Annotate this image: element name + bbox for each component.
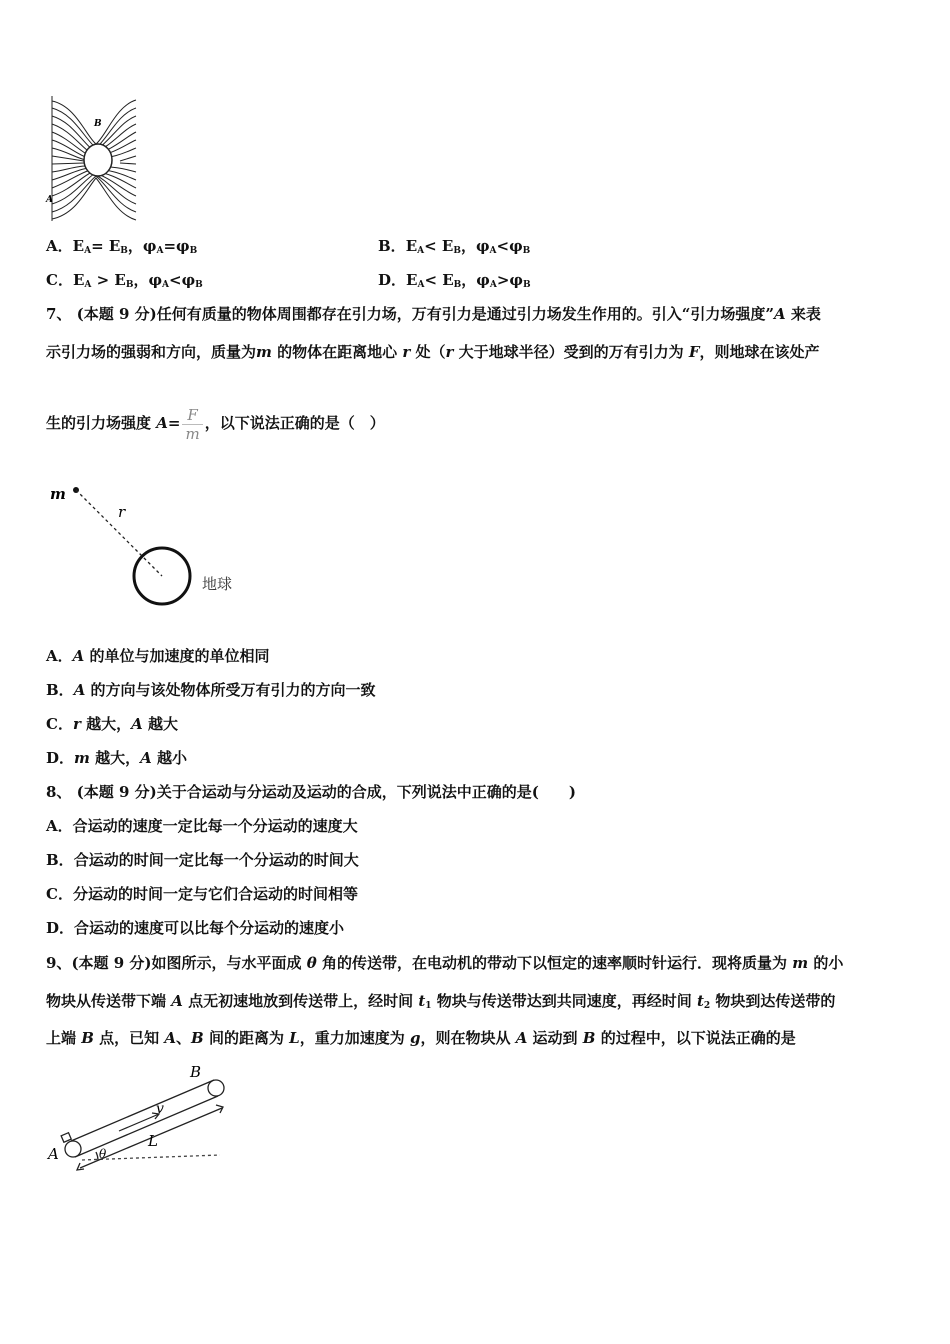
fraction-f-over-m: $\frac{F}{m}$ (182, 406, 202, 443)
q8-option-c: C．分运动的时间一定与它们合运动的时间相等 (46, 885, 358, 903)
label-m: m (50, 485, 66, 503)
q8-option-d: D．合运动的速度可以比每个分运动的速度小 (46, 919, 345, 937)
q6-option-c: C．$E_A > E_B$，$\varphi_A<\varphi_B$ (46, 271, 203, 290)
q9-stem-line-2: 物块从传送带下端 A 点无初速地放到传送带上，经时间 $t_1$ 物块与传送带达到共同速度，再经时间 $t_2$ 物块到达传送带的 (46, 992, 836, 1011)
label-v: v (156, 1101, 164, 1117)
q9-stem-line-3: 上端 B 点，已知 A、B 间的距离为 L，重力加速度为 g，则在物块从 A 运动到 B 的过程中，以下说法正确的是 (46, 1029, 796, 1047)
q7-option-b: B．A 的方向与该处物体所受万有引力的方向一致 (46, 681, 376, 699)
q7-option-d: D．m 越大，A 越小 (46, 749, 187, 767)
gravity-figure (46, 480, 246, 610)
q9-stem-line-1: 9、(本题 9 分)如图所示，与水平面成 θ 角的传送带，在电动机的带动下以恒定的速率顺时针运行．现将质量为 m 的小 (46, 954, 844, 972)
q7-stem-line-3: 生的引力场强度 A= $\frac{F}{m}$ ，以下说法正确的是（ ） (46, 405, 385, 443)
label-a: A (48, 1145, 59, 1163)
conveyor-figure (44, 1062, 224, 1177)
q7-option-a: A．A 的单位与加速度的单位相同 (46, 647, 270, 665)
label-l: L (148, 1132, 158, 1150)
q6-option-b: B．$E_A< E_B$，$\varphi_A<\varphi_B$ (378, 237, 531, 256)
q7-stem-line-2: 示引力场的强弱和方向，质量为m 的物体在距离地心 r 处（r 大于地球半径）受到的万有引力为 F，则地球在该处产 (46, 343, 820, 361)
label-b: B (190, 1063, 202, 1081)
q6-option-a: A．$E_A= E_B$，$\varphi_A=\varphi_B$ (46, 237, 198, 256)
label-r: r (118, 503, 126, 521)
q8-stem: 8、 (本题 9 分)关于合运动与分运动及运动的合成，下列说法中正确的是( ) (46, 783, 576, 801)
field-lines-figure (46, 96, 146, 221)
q8-option-a: A．合运动的速度一定比每一个分运动的速度大 (46, 817, 358, 835)
label-a: A (46, 195, 53, 205)
q7-option-c: C．r 越大，A 越大 (46, 715, 178, 733)
q6-option-d: D．$E_A< E_B$，$\varphi_A>\varphi_B$ (378, 271, 531, 290)
label-theta: θ (99, 1147, 107, 1161)
q8-option-b: B．合运动的时间一定比每一个分运动的时间大 (46, 851, 359, 869)
label-earth: 地球 (202, 575, 233, 593)
q7-stem-line-1: 7、 (本题 9 分)任何有质量的物体周围都存在引力场，万有引力是通过引力场发生作用的。引入“引力场强度”A 来表 (46, 305, 821, 323)
label-b: B (94, 119, 102, 129)
